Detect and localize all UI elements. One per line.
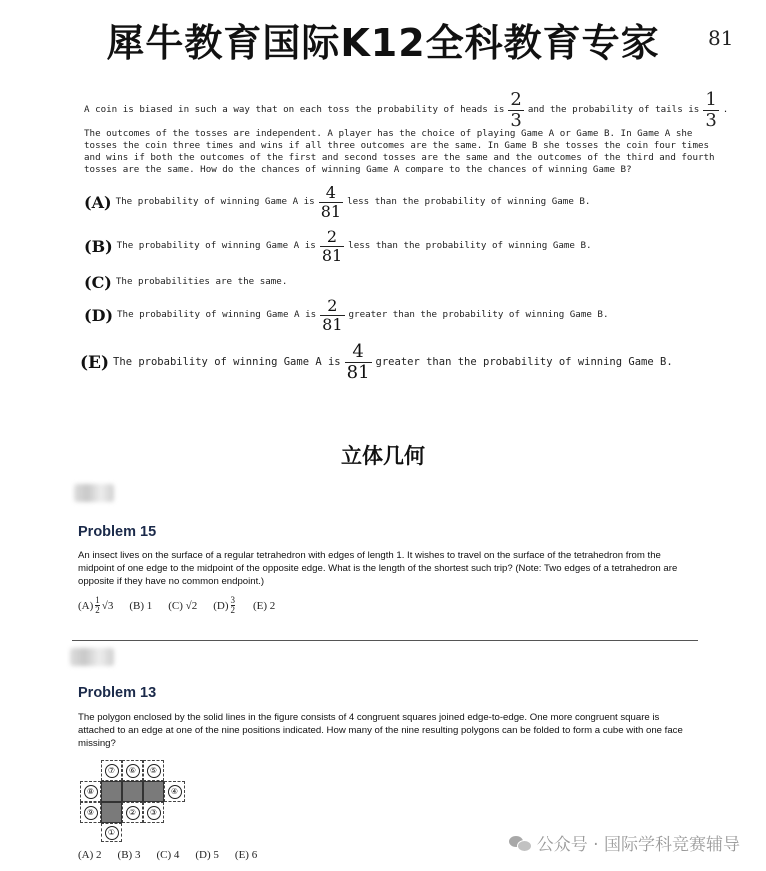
choice-a-label: (A) <box>78 599 94 612</box>
option-fraction <box>345 342 372 383</box>
problem13-line3: missing? <box>78 738 116 749</box>
problem15-text <box>78 549 677 588</box>
fraction-num: 2 <box>327 296 338 315</box>
fraction-den: 81 <box>320 202 342 221</box>
choice-c-label: (C) <box>168 599 183 612</box>
choice-e[interactable]: (E) 6 <box>234 849 258 861</box>
option-text-post: less than the probability of winning Game B. <box>348 240 592 252</box>
page-header-title: 犀牛教育国际K12全科教育专家 <box>106 21 660 65</box>
fraction-num: 2 <box>326 227 338 246</box>
fraction-num: 3 <box>230 595 235 605</box>
option-text-post: less than the probability of winning Game B. <box>347 196 591 208</box>
position-5[interactable] <box>143 760 164 781</box>
option-label: (E) <box>80 352 110 373</box>
choice-a[interactable] <box>78 596 113 615</box>
section-divider <box>72 640 698 641</box>
position-9[interactable] <box>80 802 101 823</box>
choice-c[interactable] <box>168 600 197 612</box>
coin-problem-line1 <box>84 90 728 131</box>
coin-problem-line4: and wins if both the outcomes of the first and second tosses are the same and the outcomes of the third and fourth <box>84 152 715 163</box>
solid-square <box>101 802 122 823</box>
coin-problem-line5: tosses are the same. How do the chances of winning Game A compare to the chances of winning Game B? <box>84 164 632 175</box>
option-label: (B) <box>84 237 113 256</box>
position-7[interactable] <box>101 760 122 781</box>
wechat-icon <box>509 834 531 852</box>
choice-b[interactable]: (B) 1 <box>129 599 153 612</box>
coin-problem-line3: tosses the coin three times and wins if all three outcomes are the same. In Game B she tosses the coin four times <box>84 140 710 151</box>
heads-den: 3 <box>510 110 522 131</box>
position-5-label: ⑤ <box>147 764 161 778</box>
option-label: (C) <box>84 273 112 292</box>
choice-b[interactable]: (B) 3 <box>117 849 141 861</box>
page-number: 81 <box>708 26 734 50</box>
option-fraction <box>320 228 344 265</box>
position-1[interactable] <box>101 823 122 842</box>
problem13-line1: The polygon enclosed by the solid lines in the figure consists of 4 congruent squares joined edge-to-edge. One more congruent square is <box>78 712 660 723</box>
fraction-num: 1 <box>95 595 100 605</box>
option-text-pre: The probability of winning Game A is <box>115 196 315 208</box>
fraction-den: 2 <box>230 605 235 615</box>
heads-fraction <box>508 90 523 131</box>
fraction-den: 81 <box>346 362 370 383</box>
fraction-num: 4 <box>325 183 336 202</box>
position-8-label: ⑧ <box>84 785 98 799</box>
solid-square <box>143 781 164 802</box>
option-text-post: greater than the probability of winning Game B. <box>375 356 673 369</box>
solid-square <box>122 781 143 802</box>
blurred-logo <box>74 484 114 502</box>
problem13-choices <box>78 849 273 861</box>
tails-den: 3 <box>705 110 717 131</box>
problem15-line2: midpoint of one edge to the midpoint of the opposite edge. What is the length of the shortest such trip? (Note: Two edges of a tetrahedron are <box>78 563 678 574</box>
choice-d-label: (D) <box>213 599 229 612</box>
position-4[interactable] <box>164 781 185 802</box>
option-text-pre: The probability of winning Game A is <box>113 356 341 369</box>
position-4-label: ④ <box>168 785 182 799</box>
option-label: (A) <box>84 193 112 212</box>
coin-option-d[interactable] <box>84 297 609 334</box>
position-2-label: ② <box>126 806 140 820</box>
coin-line1-end: . <box>722 104 729 116</box>
choice-d-fraction <box>231 596 236 615</box>
coin-option-a[interactable] <box>84 184 590 221</box>
position-1-label: ① <box>105 826 119 840</box>
choice-d[interactable] <box>213 596 237 615</box>
problem13-line2: attached to an edge at one of the nine positions indicated. How many of the nine resulting polygons can be folded to form a cube with one face <box>78 725 683 736</box>
fraction-den: 81 <box>322 315 343 334</box>
position-3[interactable] <box>143 802 164 823</box>
blurred-logo <box>70 648 114 666</box>
problem13-text <box>78 711 683 750</box>
coin-option-b[interactable] <box>84 228 592 265</box>
coin-line1-pre: A coin is biased in such a way that on each toss the probability of heads is <box>84 104 505 116</box>
section-title: 立体几何 <box>341 444 425 468</box>
choice-d[interactable]: (D) 5 <box>195 849 219 861</box>
watermark-text: 公众号 · 国际学科竞赛辅导 <box>536 835 740 855</box>
coin-option-e[interactable] <box>80 342 673 383</box>
problem15-title: Problem 15 <box>78 524 157 540</box>
problem15-choices <box>78 596 291 615</box>
watermark <box>509 830 740 855</box>
fraction-den: 81 <box>321 246 343 265</box>
option-fraction <box>319 184 343 221</box>
tails-fraction <box>703 90 718 131</box>
choice-c[interactable]: (C) 4 <box>156 849 180 861</box>
choice-a-radical: √3 <box>101 599 114 612</box>
problem13-title: Problem 13 <box>78 685 157 701</box>
option-text-post: greater than the probability of winning Game B. <box>348 309 609 321</box>
choice-c-radical: √2 <box>185 599 198 612</box>
choice-a[interactable]: (A) 2 <box>78 849 102 861</box>
option-text-pre: The probabilities are the same. <box>115 276 288 288</box>
position-7-label: ⑦ <box>105 764 119 778</box>
position-9-label: ⑨ <box>84 806 98 820</box>
position-6-label: ⑥ <box>126 764 140 778</box>
coin-option-c[interactable] <box>84 273 287 292</box>
position-2[interactable] <box>122 802 143 823</box>
coin-line1-mid: and the probability of tails is <box>527 104 700 116</box>
fraction-den: 2 <box>95 605 100 615</box>
problem15-line1: An insect lives on the surface of a regular tetrahedron with edges of length 1. It wishes to travel on the surface of the tetrahedron from the <box>78 550 661 561</box>
polygon-figure <box>80 760 190 842</box>
solid-square <box>101 781 122 802</box>
option-text-pre: The probability of winning Game A is <box>117 309 317 321</box>
problem15-line3: opposite if they have no common endpoint.) <box>78 576 265 587</box>
choice-a-fraction <box>95 596 100 615</box>
heads-num: 2 <box>510 89 522 110</box>
choice-e[interactable]: (E) 2 <box>253 599 276 612</box>
position-3-label: ③ <box>147 806 161 820</box>
option-text-pre: The probability of winning Game A is <box>116 240 316 252</box>
fraction-num: 4 <box>352 341 364 362</box>
option-label: (D) <box>84 306 114 325</box>
tails-num: 1 <box>705 89 717 110</box>
position-8[interactable] <box>80 781 101 802</box>
position-6[interactable] <box>122 760 143 781</box>
coin-problem-line2: The outcomes of the tosses are independent. A player has the choice of playing Game A or Game B. In Game A she <box>84 128 693 139</box>
option-fraction <box>320 297 344 334</box>
